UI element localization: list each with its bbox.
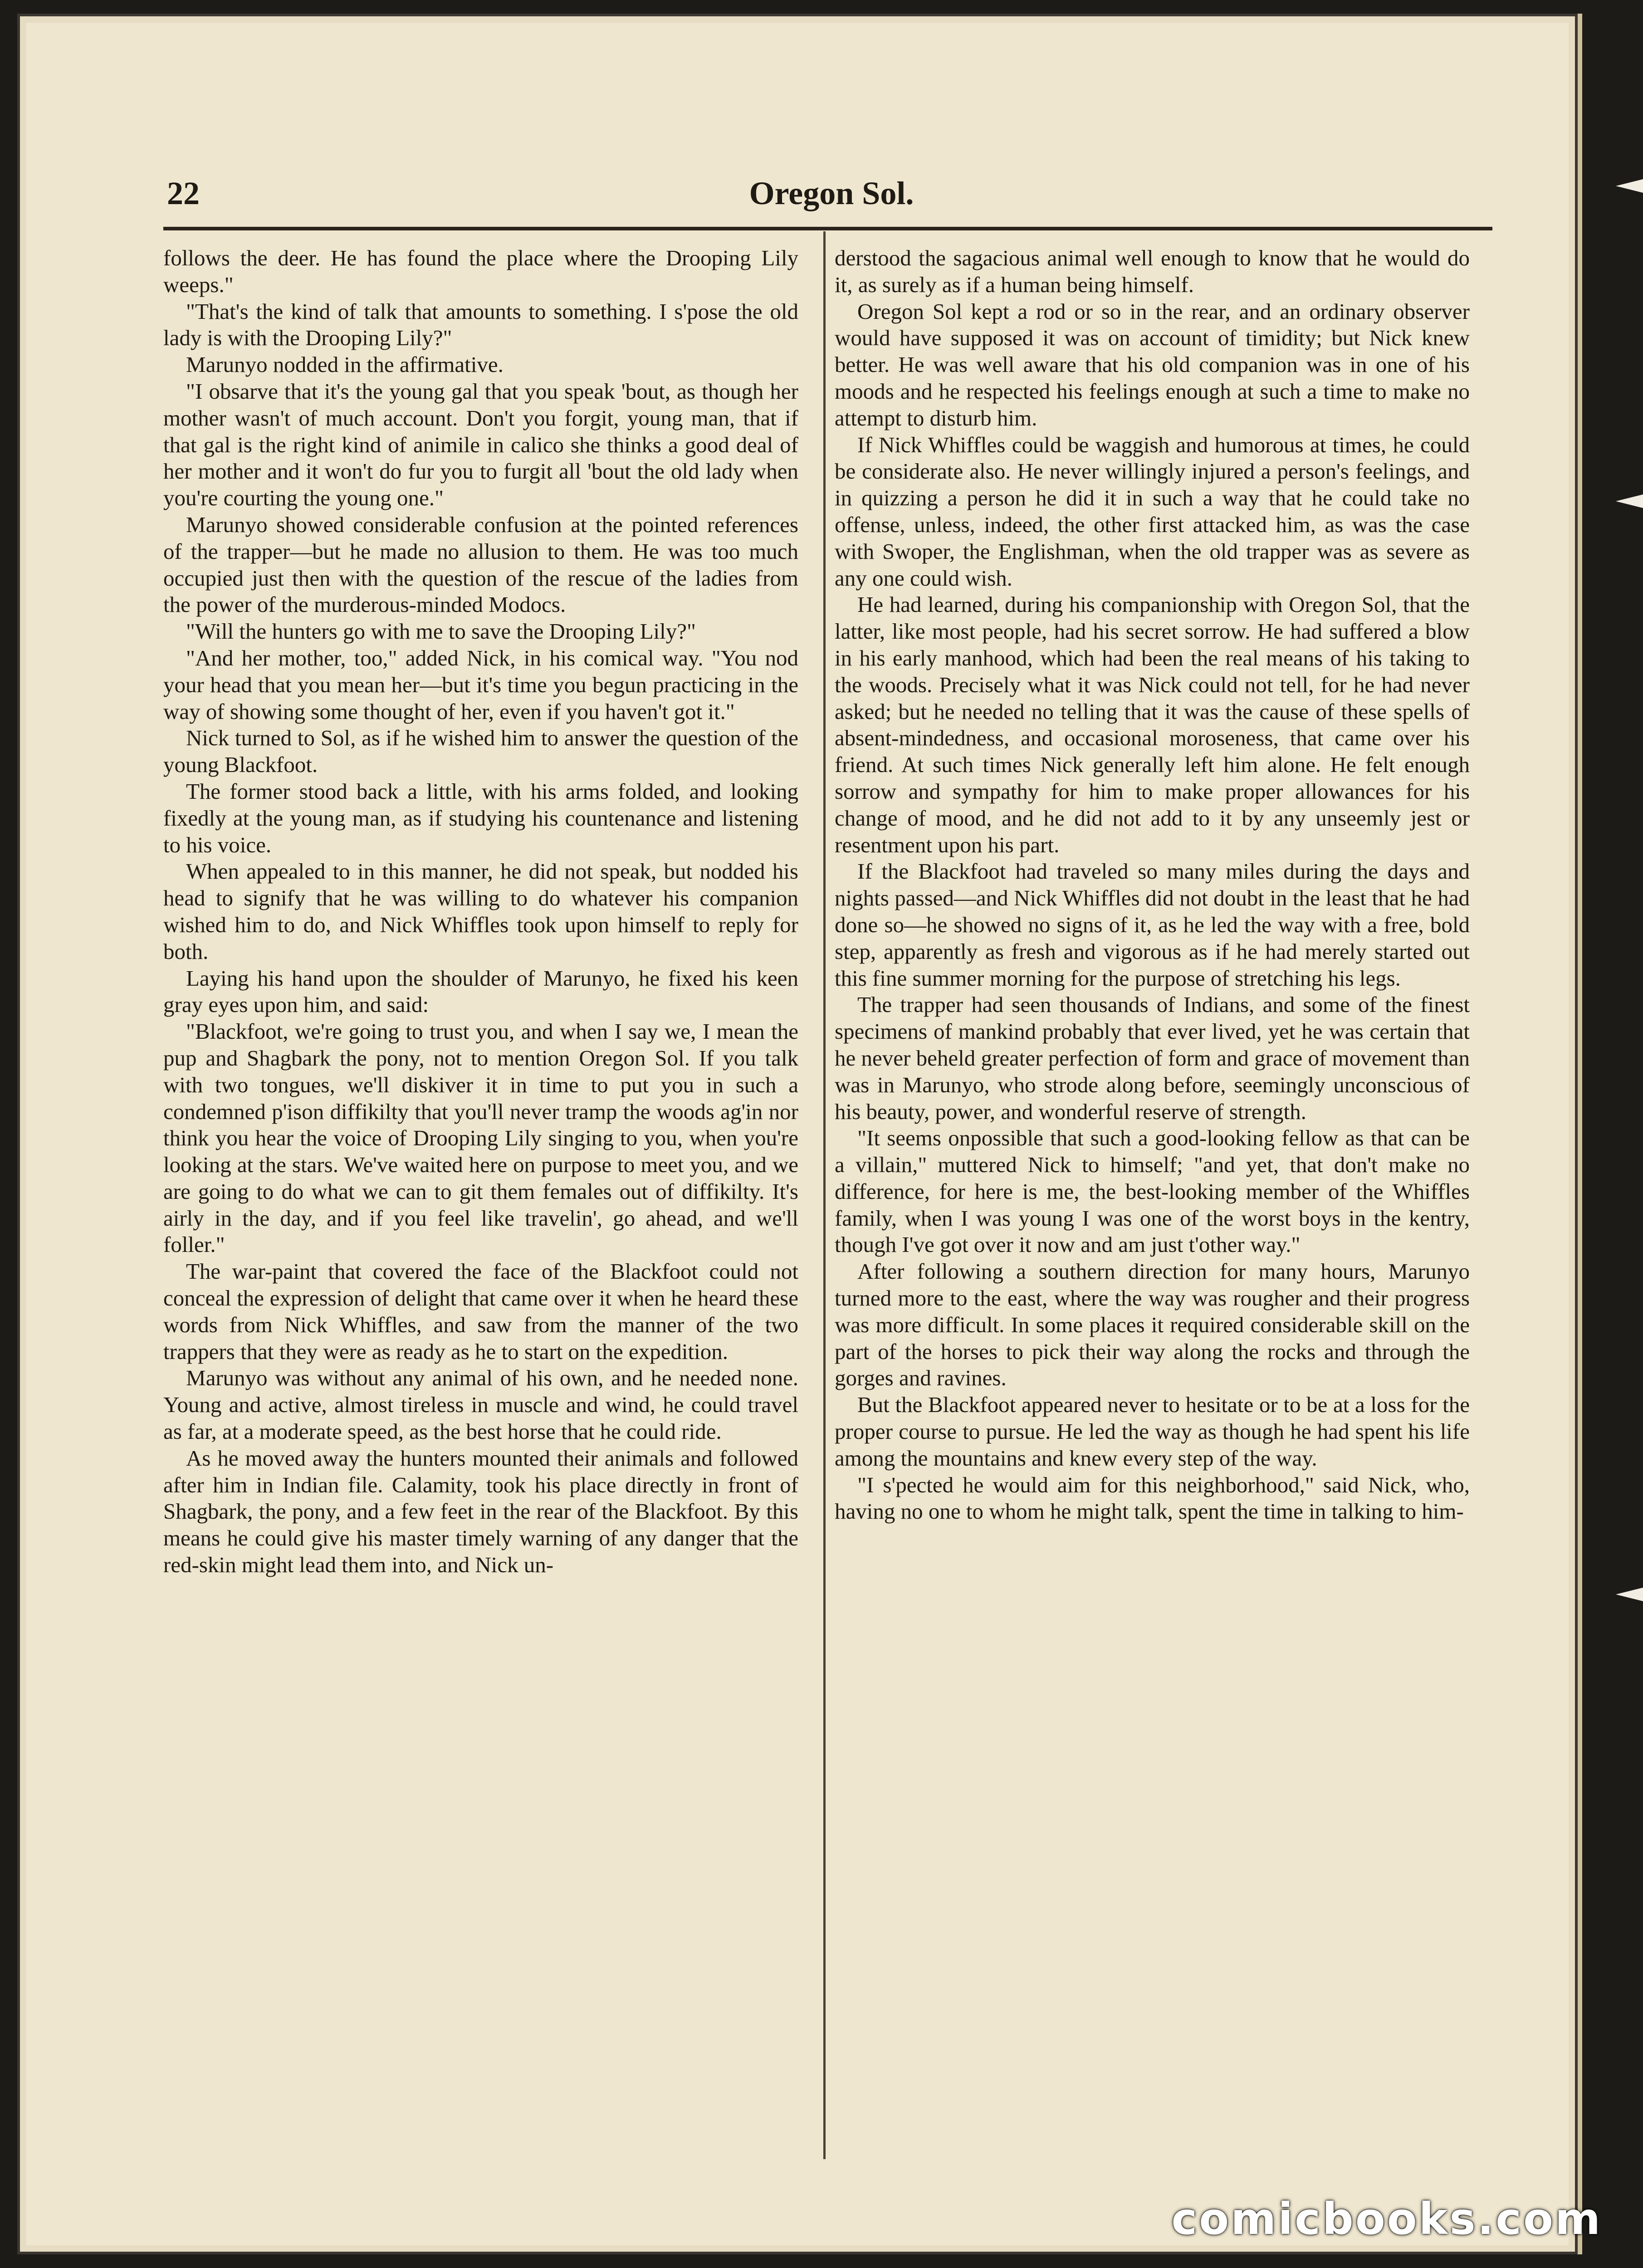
paragraph: Laying his hand upon the shoulder of Marunyo, he fixed his keen gray eyes upon him, and said:	[163, 965, 798, 1017]
watermark: comicbooks.com	[1171, 2194, 1602, 2244]
paragraph: Marunyo was without any animal of his own, and he needed none. Young and active, almost tireless in muscle and wind, he could travel as far, at a moderate speed, as the best horse that he could ride.	[163, 1365, 798, 1444]
binding-tab-mark	[1616, 494, 1643, 508]
paragraph: "I s'pected he would aim for this neighborhood," said Nick, who, having no one to whom he might talk, spent the time in talking to him-	[835, 1472, 1470, 1524]
paragraph: "It seems onpossible that such a good-looking fellow as that can be a villain," muttered Nick to himself; "and yet, that don't make no difference, for here is me, the best-looking member of the Whiffles family, when I was young I was one of the worst boys in the kentry, though I've got over it now and am just t'other way."	[835, 1125, 1470, 1257]
paragraph: After following a southern direction for many hours, Marunyo turned more to the east, where the way was rougher and their progress was more difficult. In some places it required considerable skill on the part of the horses to pick their way along the rocks and through the gorges and ravines.	[835, 1259, 1470, 1391]
paragraph: "I obsarve that it's the young gal that you speak 'bout, as though her mother wasn't of much account. Don't you forgit, young man, that if that gal is the right kind of animile in calico she thinks a good deal of her mother and it won't do fur you to furgit all 'bout the old lady when you're courting the young one."	[163, 378, 798, 511]
paragraph: The former stood back a little, with his arms folded, and looking fixedly at the young man, as if studying his countenance and listening to his voice.	[163, 778, 798, 857]
paragraph: When appealed to in this manner, he did not speak, but nodded his head to signify that he was willing to do whatever his companion wished him to do, and Nick Whiffles took upon himself to reply for both.	[163, 859, 798, 964]
paragraph: "Blackfoot, we're going to trust you, and when I say we, I mean the pup and Shagbark the pony, not to mention Oregon Sol. If you talk with two tongues, we'll diskiver it in time to put you in such a condemned p'ison diffikilty that you'll never tramp the woods ag'in nor think you hear the voice of Drooping Lily singing to you, when you're looking at the stars. We've waited here on purpose to meet you, and we are going to do what we can to git them females out of diffikilty. It's airly in the day, and if you feel like travelin', go ahead, and we'll foller."	[163, 1019, 798, 1257]
paragraph: The war-paint that covered the face of the Blackfoot could not conceal the expression of delight that came over it when he heard these words from Nick Whiffles, and saw from the manner of the two trappers that they were as ready as he to start on the expedition.	[163, 1259, 798, 1364]
binding-tab-mark	[1616, 179, 1643, 193]
paragraph: Marunyo showed considerable confusion at the pointed references of the trapper—but he made no allusion to them. He was too much occupied just then with the question of the rescue of the ladies from the power of the murderous-minded Modocs.	[163, 512, 798, 617]
paragraph: "Will the hunters go with me to save the Drooping Lily?"	[186, 619, 696, 644]
paragraph: If Nick Whiffles could be waggish and humorous at times, he could be considerate also. He never willingly injured a person's feelings, and in quizzing a person he did it in such a way that he could take no offense, unless, indeed, the other first attacked him, as was the case with Swoper, the Englishman, when the old trapper was as severe as any one could wish.	[835, 432, 1470, 591]
right-column	[835, 245, 1470, 2177]
paragraph: If the Blackfoot had traveled so many miles during the days and nights passed—and Nick Whiffles did not doubt in the least that he had done so—he showed no signs of it, as he led the way with a free, bold step, apparently as fresh and vigorous as if he had merely started out this fine summer morning for the purpose of stretching his legs.	[835, 859, 1470, 991]
page-number: 22	[167, 175, 200, 211]
paragraph: Marunyo nodded in the affirmative.	[186, 352, 504, 377]
page-header	[167, 175, 1496, 225]
left-column	[163, 245, 798, 2177]
paragraph: derstood the sagacious animal well enough to know that he would do it, as surely as if a human being himself.	[835, 245, 1470, 297]
running-title: Oregon Sol.	[749, 175, 914, 211]
binding-tab-mark	[1616, 1588, 1643, 1601]
column-divider	[823, 231, 826, 2159]
paragraph: Oregon Sol kept a rod or so in the rear, and an ordinary observer would have supposed it was on account of timidity; but Nick knew better. He was well aware that his old companion was in one of his moods and he respected his feelings enough at such a time to make no attempt to disturb him.	[835, 298, 1470, 430]
header-rule	[163, 227, 1492, 230]
paragraph: "And her mother, too," added Nick, in his comical way. "You nod your head that you mean her—but it's time you begun practicing in the way of showing some thought of her, even if you haven't got it."	[163, 645, 798, 724]
paragraph: follows the deer. He has found the place where the Drooping Lily weeps."	[163, 245, 798, 297]
paragraph: Nick turned to Sol, as if he wished him to answer the question of the young Blackfoot.	[163, 725, 798, 777]
paragraph: But the Blackfoot appeared never to hesitate or to be at a loss for the proper course to pursue. He led the way as though he had spent his life among the mountains and knew every step of the way.	[835, 1392, 1470, 1471]
paragraph: He had learned, during his companionship with Oregon Sol, that the latter, like most people, had his secret sorrow. He had suffered a blow in his early manhood, which had been the real means of his taking to the woods. Precisely what it was Nick could not tell, for he had never asked; but he needed no telling that it was the cause of these spells of absent-mindedness, and occasional moroseness, that came over his friend. At such times Nick generally left him alone. He felt enough sorrow and sympathy for him to make proper allowances for his change of mood, and he did not add to it by any unseemly jest or resentment upon his part.	[835, 592, 1470, 857]
paragraph: "That's the kind of talk that amounts to something. I s'pose the old lady is with the Drooping Lily?"	[163, 298, 798, 351]
paragraph: The trapper had seen thousands of Indians, and some of the finest specimens of mankind probably that ever lived, yet he was certain that he never beheld greater perfection of form and grace of movement than was in Marunyo, who strode along before, seemingly unconscious of his beauty, power, and wonderful reserve of strength.	[835, 992, 1470, 1124]
paragraph: As he moved away the hunters mounted their animals and followed after him in Indian file. Calamity, took his place directly in front of Shagbark, the pony, and a few feet in the rear of the Blackfoot. By this means he could give his master timely warning of any danger that the red-skin might lead them into, and Nick un-	[163, 1445, 798, 1578]
